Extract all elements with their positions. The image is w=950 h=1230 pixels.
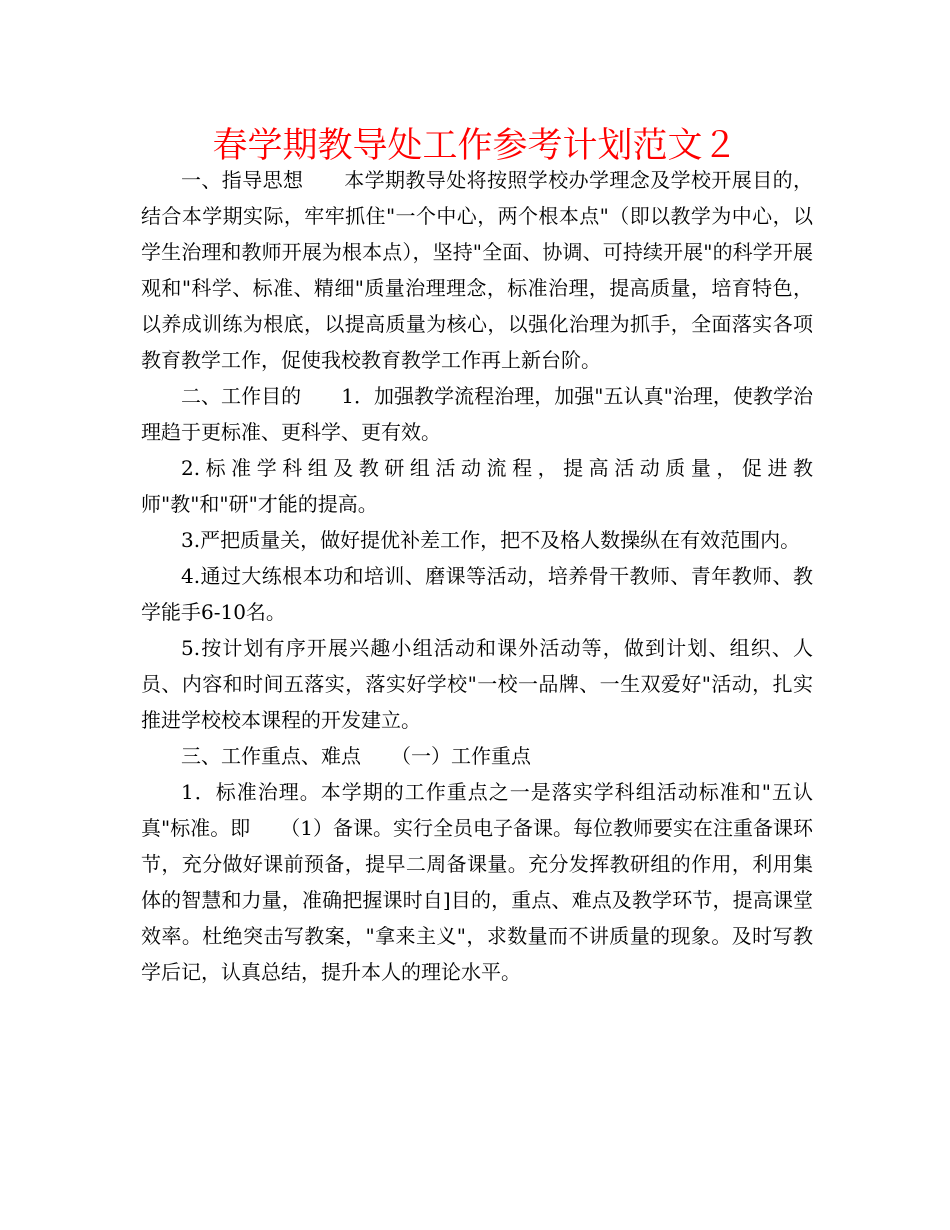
paragraph-standard-management: 1．标准治理。本学期的工作重点之一是落实学科组活动标准和"五认真"标准。即 （1）备课。实行全员电子备课。每位教师要实在注重备课环节，充分做好课前预备，提早二周备课量。充分发挥教研组的作用，利用集体的智慧和力量，准确把握课时自]目的，重点、难点及教学环节，提高课堂效率。杜绝突击写教案，"拿来主义"，求数量而不讲质量的现象。及时写教学后记，认真总结，提升本人的理论水平。: [141, 780, 813, 984]
paragraph-work-goal-2: 2.标准学科组及教研组活动流程，提高活动质量，促进教师"教"和"研"才能的提高。: [141, 456, 813, 516]
paragraph-work-goal-5: 5.按计划有序开展兴趣小组活动和课外活动等，做到计划、组织、人员、内容和时间五落实，落实好学校"一校一品牌、一生双爱好"活动，扎实推进学校校本课程的开发建立。: [141, 636, 813, 732]
paragraph-guiding-thought: 一、指导思想 本学期教导处将按照学校办学理念及学校开展目的，结合本学期实际，牢牢抓住"一个中心，两个根本点"（即以教学为中心，以学生治理和教师开展为根本点），坚持"全面、协调、可持续开展"的科学开展观和"科学、标准、精细"质量治理理念，标准治理，提高质量，培育特色，以养成训练为根底，以提高质量为核心，以强化治理为抓手，全面落实各项教育教学工作，促使我校教育教学工作再上新台阶。: [141, 168, 813, 372]
paragraph-work-goal-4: 4.通过大练根本功和培训、磨课等活动，培养骨干教师、青年教师、教学能手6-10名。: [141, 564, 813, 624]
document-title: 春学期教导处工作参考计划范文２: [212, 126, 738, 166]
paragraph-work-goal-3: 3.严把质量关，做好提优补差工作，把不及格人数操纵在有效范围内。: [181, 528, 801, 552]
document-body: [141, 162, 813, 990]
paragraph-work-goal-1: 二、工作目的 1．加强教学流程治理，加强"五认真"治理，使教学治理趋于更标准、更科学、更有效。: [141, 384, 813, 444]
paragraph-key-points-heading: 三、工作重点、难点 （一）工作重点: [181, 744, 531, 768]
